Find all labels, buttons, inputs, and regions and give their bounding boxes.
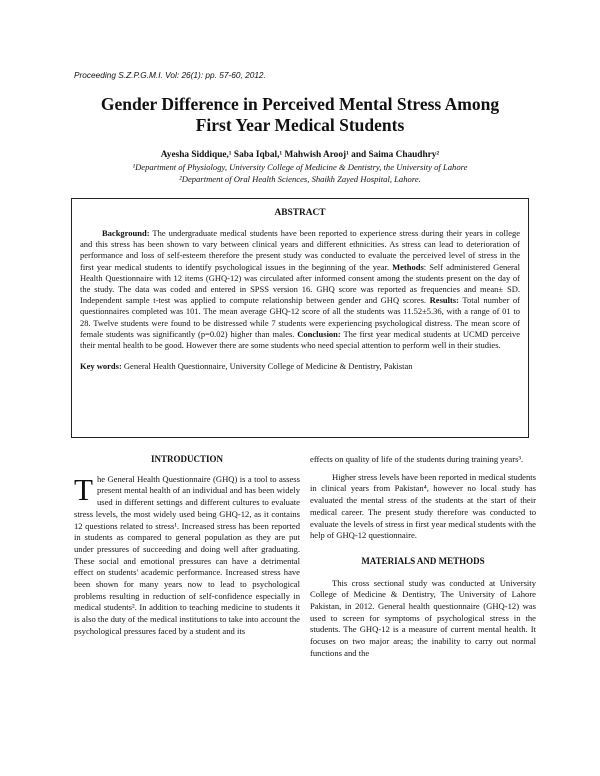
methods-paragraph-1: This cross sectional study was conducted at University College of Medicine & Dentistry, The University of Lahore Pakistan, in 2012. General health questionnaire (GHQ-12) was used to screen for symptoms of psychological stress in the students. The GHQ-12 is a measure of current mental health. It focuses on two major areas; the inability to carry out normal functions and the bbox=[310, 577, 536, 658]
abstract-heading: ABSTRACT bbox=[274, 208, 326, 218]
results-label: Results: bbox=[429, 295, 459, 306]
introduction-paragraph-1-cont: effects on quality of life of the students during training years³. bbox=[310, 454, 524, 464]
methods-heading: MATERIALS AND METHODS bbox=[361, 555, 485, 566]
keywords-text: General Health Questionnaire, University College of Medicine & Dentistry, Pakistan bbox=[123, 361, 413, 372]
background-text: The undergraduate medical students have been reported to experience stress during their years in college and this stress has been shown to vary between clinical years and different ethnicities. As stress can lead to deterioration of performance and loss of self-esteem therefore the present study was conducted to evaluate the perceived level of stress in the first year medical students to identify psychological issues in the beginning of the year. bbox=[80, 228, 520, 272]
introduction-paragraph-2: Higher stress levels have been reported in medical students in clinical years from Pakistan⁴, however no local study has evaluated the mental stress of the students at the start of their medical career. The present study therefore was conducted to evaluate the levels of stress in first year medical students with the help of GHQ-12 questionnaire. bbox=[310, 471, 536, 541]
author-list: Ayesha Siddique,¹ Saba Iqbal,¹ Mahwish Arooj¹ and Saima Chaudhry² bbox=[160, 150, 440, 160]
methods-label: Methods bbox=[392, 261, 424, 272]
introduction-text-1: he General Health Questionnaire (GHQ) is a tool to assess present mental health of an individual and has been widely used in different settings and different cultures to evaluate stress levels, the most widely used being GHQ-12, as it contains 12 questions related to stress¹. Increased stress has been reported in students as compared to general population as they are put under pressures of succeeding and doing well after graduating. These social and emotional pressures can have a detrimental effect on students' academic performance. Increased stress have been shown for many years now to lead to psychological problems resulting in reduction of self-confidence especially in medical students². In addition to teaching medicine to students it is also the duty of the medical institutions to take into account the psychological pressures faced by a student and its bbox=[74, 473, 300, 636]
conclusion-text: The first year medical students at UCMD perceive their mental health to be good. However there are some students who need special attention to perform well in their studies. bbox=[80, 328, 521, 351]
results-text: Total number of questionnaires completed was 101. The mean average GHQ-12 score of all the students was 11.52±5.36, with a range of 01 to 28. Twelve students were found to be distressed while 7 students were experiencing psychological distress. The mean score of female students was significantly (p=0.02) higher than males. bbox=[80, 295, 520, 339]
drop-cap: T bbox=[74, 471, 93, 507]
left-column bbox=[74, 454, 300, 638]
abstract-body bbox=[80, 228, 520, 351]
paper-title bbox=[60, 94, 540, 136]
title-line-1: Gender Difference in Perceived Mental Stress Among bbox=[100, 94, 500, 114]
affiliation-2: ²Department of Oral Health Sciences, Shaikh Zayed Hospital, Lahore. bbox=[179, 174, 421, 184]
introduction-paragraph-1 bbox=[74, 471, 300, 638]
title-line-2: First Year Medical Students bbox=[195, 115, 405, 135]
right-column bbox=[310, 454, 536, 660]
background-label: Background: bbox=[102, 228, 150, 238]
journal-citation: Proceeding S.Z.P.G.M.I. Vol: 26(1): pp. 57-60, 2012. bbox=[74, 70, 266, 80]
methods-text: : Self administered General Health Questionnaire with 12 items (GHQ-12) was circulated after informed consent among the students present on the day of the study. The data was coded and entered in SPSS version 16. GHQ score was reported as frequencies and mean± SD. Independent sample t-test was applied to compute relationship between gender and GHQ scores. bbox=[80, 261, 521, 306]
introduction-heading: INTRODUCTION bbox=[150, 454, 223, 464]
affiliation-1: ¹Department of Physiology, University College of Medicine & Dentistry, the University of Lahore bbox=[132, 162, 468, 172]
abstract-box bbox=[71, 198, 529, 438]
keywords bbox=[80, 361, 520, 372]
conclusion-label: Conclusion: bbox=[297, 328, 341, 339]
keywords-label: Key words: bbox=[80, 361, 122, 372]
